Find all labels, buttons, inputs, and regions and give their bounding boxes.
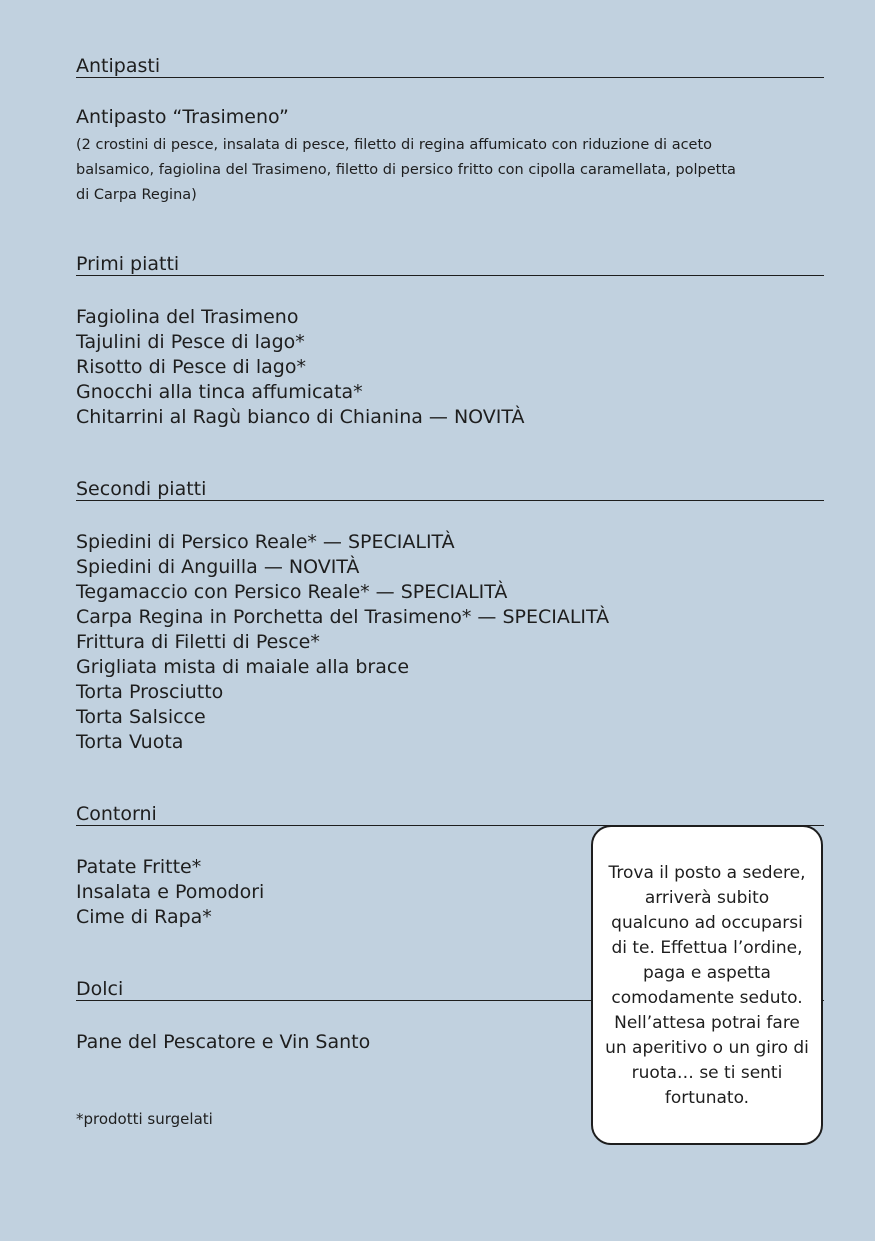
item-description: (2 crostini di pesce, insalata di pesce, filetto di regina affumicato con riduzione di aceto balsamico, fagiolina del Trasimeno, filetto di persico fritto con cipolla caramellata, polpetta di Carpa Regina) <box>76 137 736 203</box>
menu-item: Torta Salsicce <box>76 706 206 728</box>
menu-item: Tegamaccio con Persico Reale* — SPECIALITÀ <box>76 581 508 603</box>
section-title: Dolci <box>76 978 824 1001</box>
section-antipasti <box>76 55 824 208</box>
section-title: Contorni <box>76 803 824 826</box>
menu-item: Insalata e Pomodori <box>76 881 265 903</box>
menu-item: Fagiolina del Trasimeno <box>76 306 299 328</box>
menu-item: Gnocchi alla tinca affumicata* <box>76 381 363 403</box>
info-bubble-text: Trova il posto a sedere, arriverà subito qualcuno ad occuparsi di te. Effettua l’ordine, paga e aspetta comodamente seduto. Nell’attesa potrai fare un aperitivo o un giro di ruota… se ti senti fortunato. <box>605 863 809 1108</box>
menu-item: Spiedini di Anguilla — NOVITÀ <box>76 556 360 578</box>
menu-item: Torta Vuota <box>76 731 184 753</box>
section-title: Secondi piatti <box>76 478 824 501</box>
menu-item: Pane del Pescatore e Vin Santo <box>76 1031 371 1053</box>
primi-items <box>76 305 824 430</box>
menu-item: Patate Fritte* <box>76 856 202 878</box>
menu-item: Risotto di Pesce di lago* <box>76 356 306 378</box>
section-title: Antipasti <box>76 55 824 78</box>
menu-item: Frittura di Filetti di Pesce* <box>76 631 320 653</box>
menu-item: Antipasto “Trasimeno” <box>76 106 289 128</box>
menu-item: Chitarrini al Ragù bianco di Chianina — NOVITÀ <box>76 406 525 428</box>
secondi-items <box>76 530 824 755</box>
menu-item: Grigliata mista di maiale alla brace <box>76 656 410 678</box>
menu-item: Tajulini di Pesce di lago* <box>76 331 305 353</box>
menu-item: Cime di Rapa* <box>76 906 212 928</box>
section-title: Primi piatti <box>76 253 824 276</box>
info-bubble <box>591 825 823 1145</box>
footnote: *prodotti surgelati <box>76 1110 213 1128</box>
antipasti-items <box>76 105 824 208</box>
menu-item: Spiedini di Persico Reale* — SPECIALITÀ <box>76 531 455 553</box>
menu-item: Torta Prosciutto <box>76 681 224 703</box>
section-secondi <box>76 478 824 755</box>
section-primi <box>76 253 824 430</box>
menu-item: Carpa Regina in Porchetta del Trasimeno* — SPECIALITÀ <box>76 606 610 628</box>
